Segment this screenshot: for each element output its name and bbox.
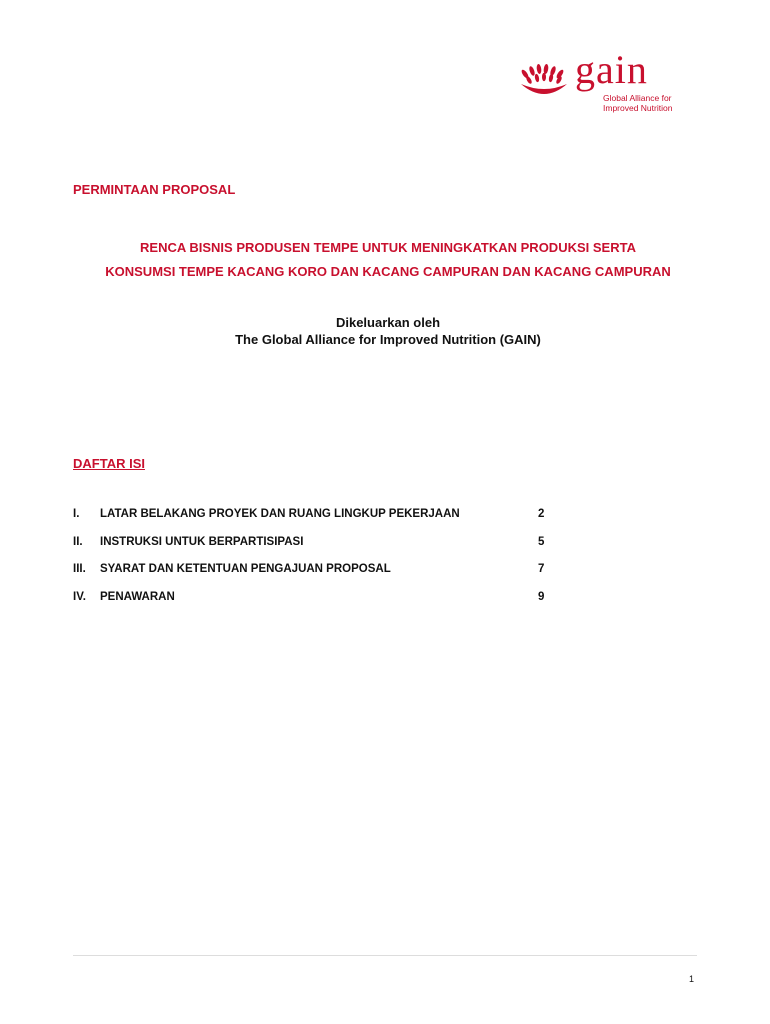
toc-item-page: 7 bbox=[538, 563, 545, 575]
logo-subtitle-line2: Improved Nutrition bbox=[603, 103, 673, 113]
document-title bbox=[60, 236, 716, 284]
toc-item-number: IV. bbox=[73, 590, 87, 603]
issuer-name: The Global Alliance for Improved Nutrition (GAIN) bbox=[235, 332, 541, 347]
toc-item-label: INSTRUKSI UNTUK BERPARTISIPASI bbox=[100, 535, 304, 548]
document-title-line1: RENCA BISNIS PRODUSEN TEMPE UNTUK MENINGKATKAN PRODUKSI SERTA bbox=[140, 240, 636, 255]
logo-subtitle bbox=[603, 93, 693, 113]
toc-item[interactable] bbox=[73, 563, 553, 591]
gain-logo bbox=[515, 47, 685, 116]
logo-wordmark: gain bbox=[575, 47, 648, 92]
table-of-contents bbox=[73, 508, 553, 618]
toc-item-page: 9 bbox=[538, 590, 545, 603]
wheat-bowl-icon bbox=[515, 64, 573, 100]
issued-by-block bbox=[60, 314, 716, 348]
toc-item-label: LATAR BELAKANG PROYEK DAN RUANG LINGKUP PEKERJAAN bbox=[100, 508, 460, 520]
issued-by-label: Dikeluarkan oleh bbox=[335, 315, 441, 330]
toc-item-number: II. bbox=[73, 535, 83, 548]
toc-item-label: SYARAT DAN KETENTUAN PENGAJUAN PROPOSAL bbox=[100, 563, 391, 575]
toc-item[interactable] bbox=[73, 591, 553, 619]
toc-item[interactable] bbox=[73, 536, 553, 564]
logo-subtitle-line1: Global Alliance for bbox=[603, 93, 672, 103]
footer-divider bbox=[73, 955, 697, 956]
toc-item-page: 2 bbox=[538, 508, 545, 520]
toc-item-page: 5 bbox=[538, 535, 545, 548]
page-number: 1 bbox=[689, 974, 695, 984]
toc-heading: DAFTAR ISI bbox=[73, 456, 145, 471]
document-type: PERMINTAAN PROPOSAL bbox=[73, 182, 236, 197]
toc-item-label: PENAWARAN bbox=[100, 590, 175, 603]
document-title-line2: KONSUMSI TEMPE KACANG KORO DAN KACANG CAMPURAN DAN KACANG CAMPURAN bbox=[105, 264, 671, 279]
toc-item-number: III. bbox=[73, 563, 86, 575]
toc-item-number: I. bbox=[73, 508, 80, 520]
toc-item[interactable] bbox=[73, 508, 553, 536]
